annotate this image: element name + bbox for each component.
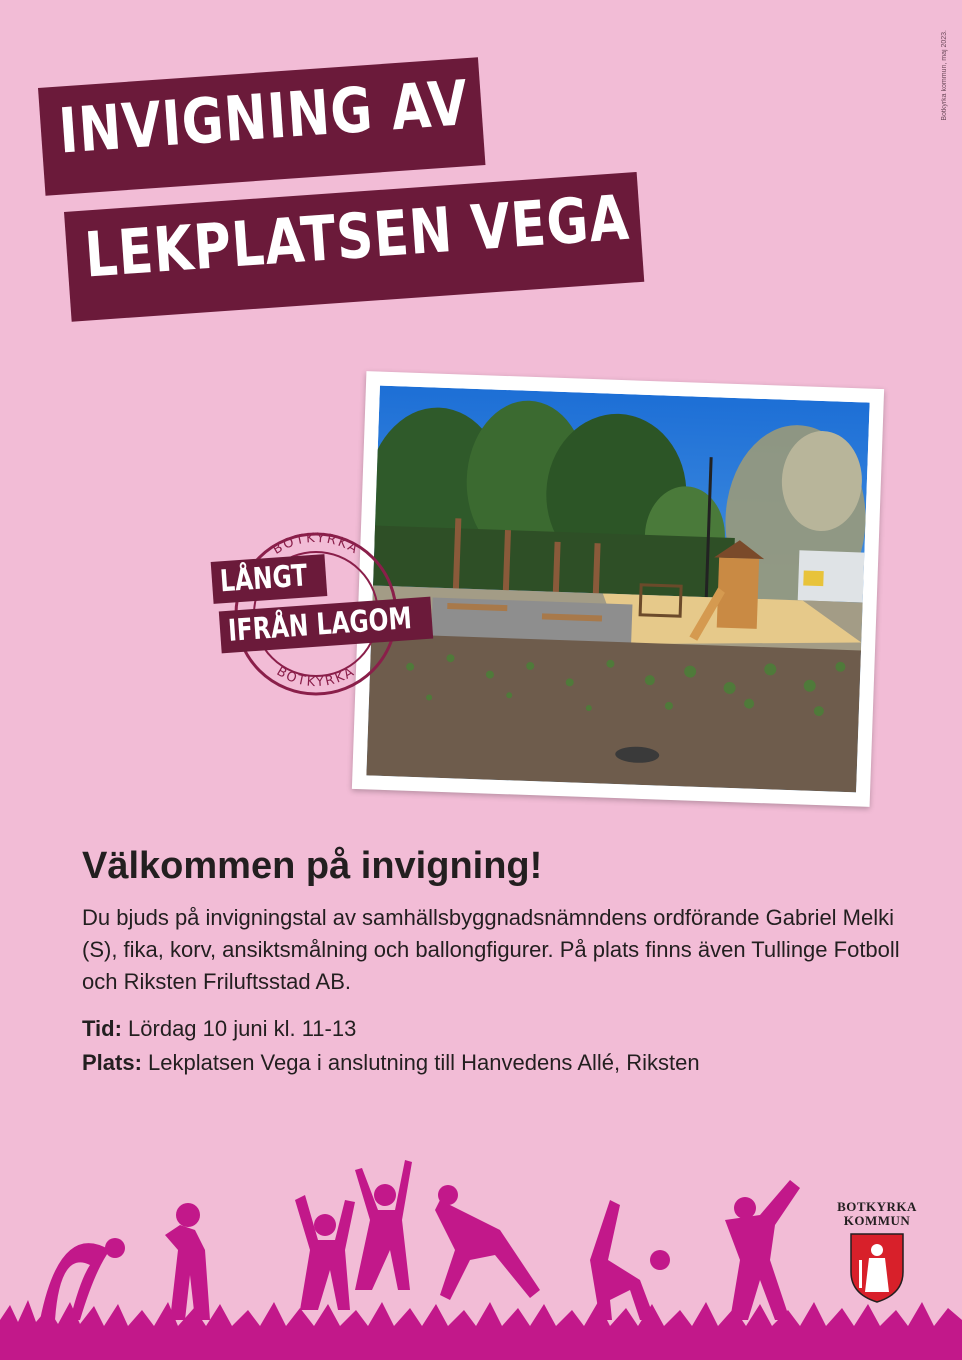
time-label: Tid: — [82, 1016, 122, 1041]
stamp-ring-bottom-text: BOTKYRKA — [273, 664, 359, 691]
botkyrka-logo — [832, 1200, 922, 1312]
event-place — [82, 1046, 912, 1080]
lagom-stamp — [202, 520, 430, 698]
event-time — [82, 1012, 912, 1046]
playground-photo-image — [366, 386, 869, 793]
stamp-line2: IFRÅN LAGOM — [226, 601, 413, 649]
svg-text:BOTKYRKA — [274, 664, 358, 690]
stamp-label-line1 — [211, 554, 328, 604]
credit-text: Botkyrka kommun, maj 2023. — [941, 30, 948, 121]
logo-line2: KOMMUN — [843, 1213, 911, 1228]
title-banner-line1 — [38, 57, 485, 195]
place-label: Plats: — [82, 1050, 142, 1075]
stamp-line1: LÅNGT — [218, 558, 309, 600]
playground-photo — [352, 371, 884, 807]
title-line1: INVIGNING AV — [56, 66, 471, 168]
place-value: Lekplatsen Vega i anslutning till Hanvedens Allé, Riksten — [141, 1050, 700, 1075]
event-description: Du bjuds på invigningstal av samhällsbyggnadsnämndens ordförande Gabriel Melki (S), fika, korv, ansiktsmålning och ballongfigurer. På plats finns även Tullinge Fotboll och Riksten Friluftsstad AB. — [82, 905, 900, 994]
title-banner-line2 — [64, 172, 644, 322]
logo-line1: BOTKYRKA — [837, 1199, 917, 1214]
event-content — [82, 845, 912, 1080]
title-line2: LEKPLATSEN VEGA — [82, 180, 632, 292]
stamp-ring-top-text: BOTKYRKA — [270, 530, 362, 558]
welcome-heading: Välkommen på invigning! — [82, 845, 543, 887]
coat-of-arms-icon — [849, 1232, 905, 1304]
jumping-people-silhouettes — [0, 1140, 962, 1360]
time-value: Lördag 10 juni kl. 11-13 — [121, 1016, 357, 1041]
